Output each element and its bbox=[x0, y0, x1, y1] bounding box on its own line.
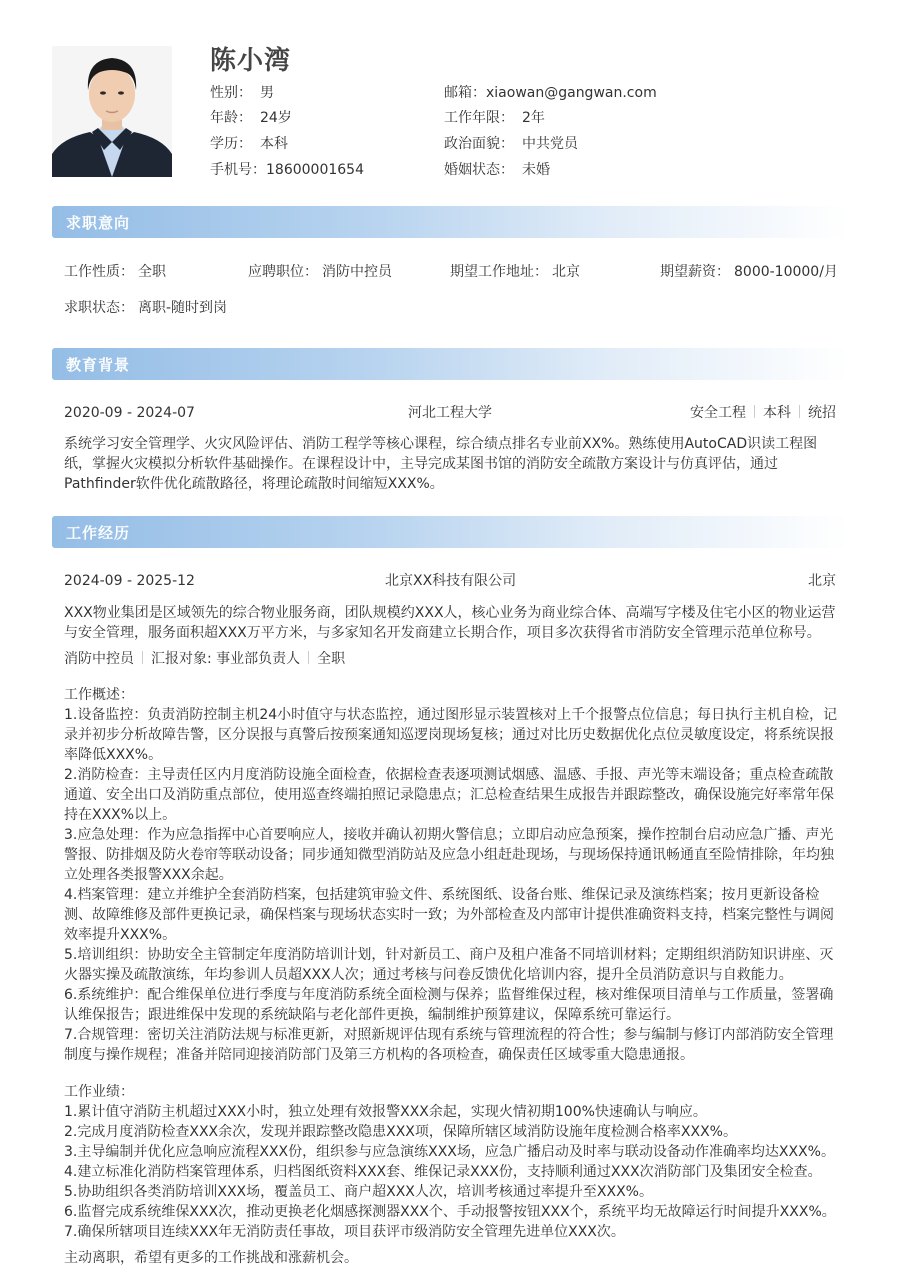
achievement-item: 2.完成月度消防检查XXX余次，发现并跟踪整改隐患XXX项，保障所辖区域消防设施年度检测合格率XXX%。 bbox=[64, 1124, 737, 1140]
field-value: 全职 bbox=[138, 264, 166, 280]
intent-salary bbox=[660, 262, 838, 282]
summary-item: 5.培训组织：协助安全主管制定年度消防培训计划，针对新员工、商户及租户准备不同培训材料；定期组织消防知识讲座、灭火器实操及疏散演练，年均参训人员超XXX人次；通过考核与问卷反馈优化培训内容，提升全员消防意识与自救能力。 bbox=[64, 947, 834, 983]
section-header-education bbox=[52, 348, 848, 380]
summary-item: 1.设备监控：负责消防控制主机24小时值守与状态监控，通过图形显示装置核对上千个报警点位信息；每日执行主机自检，记录并初步分析故障告警，区分误报与真警后按预案通知巡逻岗现场复核；通过对比历史数据优化点位灵敏度设定，将系统误报率降低XXX%。 bbox=[64, 707, 838, 763]
work-report-to: 汇报对象: 事业部负责人 bbox=[151, 651, 301, 667]
info-political bbox=[444, 134, 578, 154]
work-tags bbox=[64, 649, 345, 669]
work-location: 北京 bbox=[808, 573, 836, 589]
summary-item: 3.应急处理：作为应急指挥中心首要响应人，接收并确认初期火警信息；立即启动应急预案，操作控制台启动应急广播、声光警报、防排烟及防火卷帘等联动设备；同步通知微型消防站及应急小组赶赴现场，与现场保持通讯畅通直至险情排除，年均独立处理各类报警XXX余起。 bbox=[64, 827, 834, 883]
achievement-item: 1.累计值守消防主机超过XXX小时，独立处理有效报警XXX余起，实现火情初期100%快速确认与响应。 bbox=[64, 1104, 707, 1120]
intent-position bbox=[248, 262, 392, 282]
info-email bbox=[444, 83, 657, 103]
info-value: 中共党员 bbox=[522, 136, 578, 152]
achievement-item: 4.建立标准化消防档案管理体系，归档图纸资料XXX套、维保记录XXX份，支持顺利通过XXX次消防部门及集团安全检查。 bbox=[64, 1164, 822, 1180]
achievement-item: 7.确保所辖项目连续XXX年无消防责任事故，项目获评市级消防安全管理先进单位XXX次。 bbox=[64, 1224, 625, 1240]
field-label: 期望工作地址： bbox=[450, 264, 548, 280]
intent-status bbox=[64, 298, 227, 318]
education-type: 统招 bbox=[808, 405, 836, 421]
intent-location bbox=[450, 262, 580, 282]
info-label: 性别： bbox=[210, 85, 252, 101]
field-label: 求职状态： bbox=[64, 300, 134, 316]
summary-item: 6.系统维护：配合维保单位进行季度与年度消防系统全面检测与保养；监督维保过程，核对维保项目清单与工作质量，签署确认维保报告；跟进维保中发现的系统缺陷与老化部件更换，编制维护预算建议，保障系统可靠运行。 bbox=[64, 987, 834, 1023]
education-school: 河北工程大学 bbox=[408, 405, 492, 421]
candidate-name: 陈小湾 bbox=[210, 46, 292, 76]
divider bbox=[142, 651, 143, 664]
divider bbox=[754, 405, 755, 418]
field-label: 工作性质： bbox=[64, 264, 134, 280]
summary-title: 工作概述： bbox=[64, 687, 134, 703]
work-achievements bbox=[64, 1082, 840, 1242]
info-value: 本科 bbox=[260, 136, 288, 152]
section-title: 教育背景 bbox=[66, 356, 131, 374]
info-label: 邮箱： bbox=[444, 85, 486, 101]
field-label: 期望薪资： bbox=[660, 264, 730, 280]
divider bbox=[799, 405, 800, 418]
achievements-title: 工作业绩： bbox=[64, 1084, 134, 1100]
field-value: 消防中控员 bbox=[322, 264, 392, 280]
achievement-item: 3.主导编制并优化应急响应流程XXX份，组织参与应急演练XXX场，应急广播启动及时率与联动设备动作准确率均达XXX%。 bbox=[64, 1144, 835, 1160]
education-major: 安全工程 bbox=[690, 405, 746, 421]
person-portrait-icon bbox=[52, 46, 172, 177]
section-header-work bbox=[52, 516, 848, 548]
field-label: 应聘职位： bbox=[248, 264, 318, 280]
email-link[interactable]: xiaowan@gangwan.com bbox=[486, 85, 657, 101]
info-gender bbox=[210, 83, 274, 103]
info-value: 男 bbox=[260, 85, 274, 101]
leave-reason: 主动离职，希望有更多的工作挑战和涨薪机会。 bbox=[64, 1250, 358, 1266]
achievement-item: 6.监督完成系统维保XXX次，推动更换老化烟感探测器XXX个、手动报警按钮XXX个，系统平均无故障运行时间提升XXX%。 bbox=[64, 1204, 836, 1220]
work-company: 北京XX科技有限公司 bbox=[385, 573, 517, 589]
work-company-description: XXX物业集团是区域领先的综合物业服务商，团队规模约XXX人，核心业务为商业综合体、高端写字楼及住宅小区的物业运营与安全管理，服务面积超XXX万平方米，与多家知名开发商建立长期合作，项目多次获得省市消防安全管理示范单位称号。 bbox=[64, 605, 836, 641]
info-label: 工作年限： bbox=[444, 110, 514, 126]
education-meta bbox=[690, 403, 836, 423]
info-phone bbox=[210, 160, 364, 180]
achievement-item: 5.协助组织各类消防培训XXX场，覆盖员工、商户超XXX人次，培训考核通过率提升至XXX%。 bbox=[64, 1184, 653, 1200]
resume-header bbox=[0, 0, 900, 190]
info-label: 学历： bbox=[210, 136, 252, 152]
info-marital bbox=[444, 160, 550, 180]
intent-job-type bbox=[64, 262, 166, 282]
education-description: 系统学习安全管理学、火灾风险评估、消防工程学等核心课程，综合绩点排名专业前XX%。熟练使用AutoCAD识读工程图纸，掌握火灾模拟分析软件基础操作。在课程设计中，主导完成某图书馆的消防安全疏散方案设计与仿真评估，通过Pathfinder软件优化疏散路径，将理论疏散时间缩短XXX%。 bbox=[64, 436, 818, 492]
education-degree: 本科 bbox=[763, 405, 791, 421]
info-label: 婚姻状态： bbox=[444, 162, 514, 178]
info-value: 未婚 bbox=[522, 162, 550, 178]
section-title: 求职意向 bbox=[66, 214, 131, 232]
info-age bbox=[210, 108, 292, 128]
education-period: 2020-09 - 2024-07 bbox=[64, 405, 195, 421]
summary-item: 2.消防检查：主导责任区内月度消防设施全面检查，依据检查表逐项测试烟感、温感、手报、声光等末端设备；重点检查疏散通道、安全出口及消防重点部位，使用巡查终端拍照记录隐患点；汇总检查结果生成报告并跟踪整改，确保设施完好率常年保持在XXX%以上。 bbox=[64, 767, 834, 823]
info-education bbox=[210, 134, 288, 154]
info-label: 年龄： bbox=[210, 110, 252, 126]
info-value: 2年 bbox=[522, 110, 545, 126]
divider bbox=[308, 651, 309, 664]
info-value: 18600001654 bbox=[266, 162, 364, 178]
work-role: 消防中控员 bbox=[64, 651, 134, 667]
field-value: 离职-随时到岗 bbox=[138, 300, 228, 316]
info-value: 24岁 bbox=[260, 110, 292, 126]
work-summary bbox=[64, 685, 840, 1065]
work-period: 2024-09 - 2025-12 bbox=[64, 573, 195, 589]
profile-photo bbox=[52, 46, 172, 177]
field-value: 8000-10000/月 bbox=[734, 264, 838, 280]
info-work-years bbox=[444, 108, 545, 128]
section-title: 工作经历 bbox=[66, 524, 131, 542]
summary-item: 4.档案管理：建立并维护全套消防档案，包括建筑审验文件、系统图纸、设备台账、维保记录及演练档案；按月更新设备检测、故障维修及部件更换记录，确保档案与现场状态实时一致；为外部检查及内部审计提供准确资料支持，档案完整性与调阅效率提升XXX%。 bbox=[64, 887, 834, 943]
work-employment-type: 全职 bbox=[317, 651, 346, 667]
section-header-intent bbox=[52, 206, 848, 238]
info-label: 手机号： bbox=[210, 162, 266, 178]
info-label: 政治面貌： bbox=[444, 136, 514, 152]
field-value: 北京 bbox=[552, 264, 580, 280]
summary-item: 7.合规管理：密切关注消防法规与标准更新，对照新规评估现有系统与管理流程的符合性；参与编制与修订内部消防安全管理制度与操作规程；准备并陪同迎接消防部门及第三方机构的各项检查，确保责任区域零重大隐患通报。 bbox=[64, 1027, 834, 1063]
